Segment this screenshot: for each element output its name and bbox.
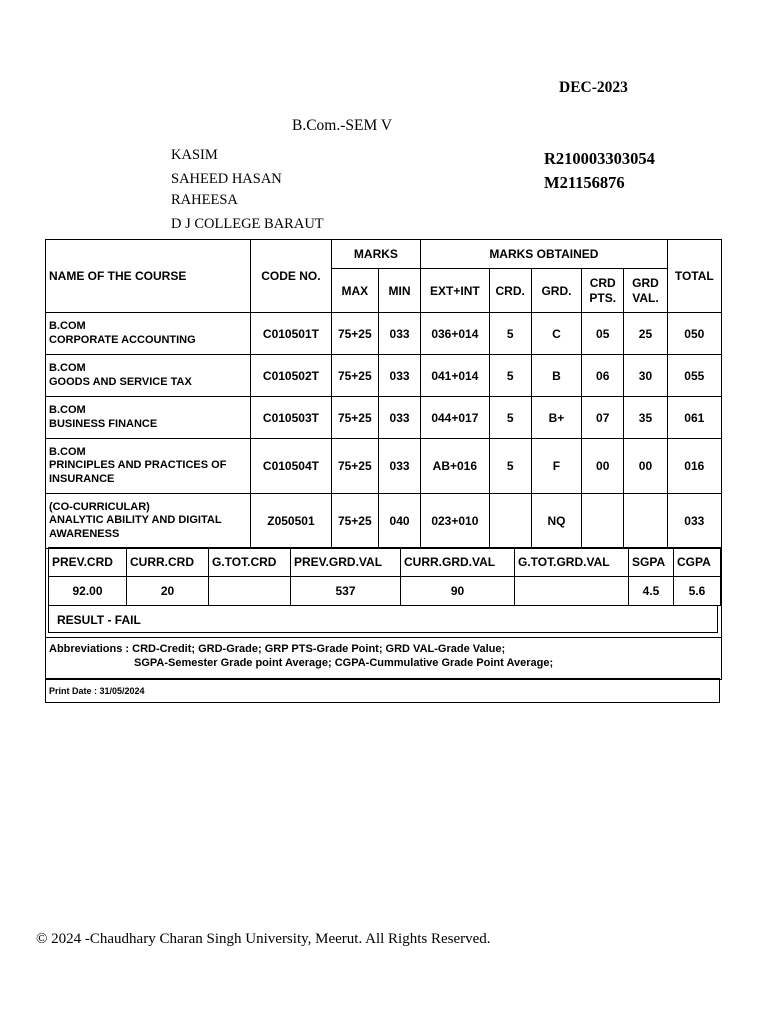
summary-header: G.TOT.CRD — [209, 548, 291, 577]
header-max: MAX — [331, 269, 378, 313]
total-marks-cell: 033 — [667, 494, 721, 549]
header-course-name: NAME OF THE COURSE — [46, 240, 251, 313]
grade-cell: C — [531, 313, 581, 355]
roll-number: R210003303054 — [544, 149, 655, 168]
table-row — [46, 355, 722, 397]
table-row — [46, 494, 722, 549]
ext-int-marks-cell: 041+014 — [421, 355, 489, 397]
max-marks-cell: 75+25 — [331, 397, 378, 439]
summary-header: G.TOT.GRD.VAL — [515, 548, 629, 577]
course-name-line: AWARENESS — [49, 527, 120, 540]
header-code-no: CODE NO. — [251, 240, 331, 313]
course-name-cell — [46, 313, 251, 355]
min-marks-cell: 040 — [378, 494, 420, 549]
header-marks: MARKS — [331, 240, 421, 269]
max-marks-cell: 75+25 — [331, 313, 378, 355]
print-date: Print Date : 31/05/2024 — [45, 678, 720, 703]
header-grd: GRD. — [531, 269, 581, 313]
course-name-cell — [46, 494, 251, 549]
grade-cell: B+ — [531, 397, 581, 439]
abbreviations-line-2: SGPA-Semester Grade point Average; CGPA-Cummulative Grade Point Average; — [134, 657, 554, 669]
credit-points-cell: 07 — [582, 397, 624, 439]
table-row — [46, 397, 722, 439]
course-code-cell: C010502T — [251, 355, 331, 397]
ext-int-marks-cell: AB+016 — [421, 439, 489, 494]
enrollment-number: M21156876 — [544, 173, 625, 192]
course-name-cell — [46, 439, 251, 494]
student-name: KASIM — [171, 147, 218, 163]
course-name-line: (CO-CURRICULAR) — [49, 500, 150, 513]
credit-cell: 5 — [489, 355, 531, 397]
course-name-line: GOODS AND SERVICE TAX — [49, 375, 192, 388]
course-name-cell — [46, 355, 251, 397]
summary-value: 4.5 — [629, 577, 674, 606]
credit-points-cell: 06 — [582, 355, 624, 397]
course-name-line: B.COM — [49, 362, 86, 374]
credit-points-cell: 05 — [582, 313, 624, 355]
father-name: SAHEED HASAN — [171, 171, 282, 187]
exam-session: DEC-2023 — [559, 79, 628, 96]
summary-header: CURR.GRD.VAL — [401, 548, 515, 577]
grade-cell: F — [531, 439, 581, 494]
summary-value: 5.6 — [674, 577, 721, 606]
results-table — [45, 239, 722, 549]
header-crd-pts: CRD PTS. — [582, 269, 624, 313]
min-marks-cell: 033 — [378, 439, 420, 494]
course-name-line: ANALYTIC ABILITY AND DIGITAL — [49, 514, 222, 527]
header-total: TOTAL — [667, 240, 721, 313]
min-marks-cell: 033 — [378, 313, 420, 355]
grade-value-cell: 35 — [624, 397, 667, 439]
summary-header: PREV.CRD — [49, 548, 127, 577]
table-row — [46, 313, 722, 355]
credit-points-cell — [582, 494, 624, 549]
ext-int-marks-cell: 023+010 — [421, 494, 489, 549]
header-grd-val: GRD VAL. — [624, 269, 667, 313]
header-min: MIN — [378, 269, 420, 313]
summary-header: SGPA — [629, 548, 674, 577]
summary-value: 537 — [291, 577, 401, 606]
course-name-line: INSURANCE — [49, 472, 115, 485]
max-marks-cell: 75+25 — [331, 494, 378, 549]
course-name-line: B.COM — [49, 445, 86, 458]
grade-value-cell — [624, 494, 667, 549]
course-code-cell: Z050501 — [251, 494, 331, 549]
course-semester: B.Com.-SEM V — [292, 117, 393, 134]
header-crd: CRD. — [489, 269, 531, 313]
abbreviations-line-1: Abbreviations : CRD-Credit; GRD-Grade; GRP PTS-Grade Point; GRD VAL-Grade Value; — [49, 643, 506, 655]
header-ext-int: EXT+INT — [421, 269, 489, 313]
min-marks-cell: 033 — [378, 355, 420, 397]
min-marks-cell: 033 — [378, 397, 420, 439]
college-name: D J COLLEGE BARAUT — [171, 216, 324, 232]
total-marks-cell: 061 — [667, 397, 721, 439]
max-marks-cell: 75+25 — [331, 355, 378, 397]
summary-value: 90 — [401, 577, 515, 606]
course-name-line: BUSINESS FINANCE — [49, 417, 158, 430]
ext-int-marks-cell: 036+014 — [421, 313, 489, 355]
grade-value-cell: 00 — [624, 439, 667, 494]
total-marks-cell: 055 — [667, 355, 721, 397]
summary-header: CGPA — [674, 548, 721, 577]
mother-name: RAHEESA — [171, 192, 238, 208]
summary-header: CURR.CRD — [127, 548, 209, 577]
credit-cell: 5 — [489, 439, 531, 494]
summary-header: PREV.GRD.VAL — [291, 548, 401, 577]
course-code-cell: C010501T — [251, 313, 331, 355]
max-marks-cell: 75+25 — [331, 439, 378, 494]
summary-value — [515, 577, 629, 606]
copyright-footer: © 2024 -Chaudhary Charan Singh University, Meerut. All Rights Reserved. — [36, 931, 491, 947]
course-name-cell — [46, 397, 251, 439]
summary-value — [209, 577, 291, 606]
summary-value: 92.00 — [49, 577, 127, 606]
header-marks-obtained: MARKS OBTAINED — [421, 240, 667, 269]
grade-cell: B — [531, 355, 581, 397]
course-name-line: B.COM — [49, 404, 86, 416]
summary-value: 20 — [127, 577, 209, 606]
total-marks-cell: 016 — [667, 439, 721, 494]
ext-int-marks-cell: 044+017 — [421, 397, 489, 439]
course-name-line: CORPORATE ACCOUNTING — [49, 333, 196, 346]
course-name-line: B.COM — [49, 320, 86, 332]
total-marks-cell: 050 — [667, 313, 721, 355]
grade-cell: NQ — [531, 494, 581, 549]
course-code-cell: C010503T — [251, 397, 331, 439]
credit-cell: 5 — [489, 313, 531, 355]
summary-panel — [45, 545, 722, 638]
summary-table — [48, 547, 721, 606]
table-row — [46, 439, 722, 494]
credit-cell — [489, 494, 531, 549]
credit-cell: 5 — [489, 397, 531, 439]
grade-value-cell: 25 — [624, 313, 667, 355]
grade-value-cell: 30 — [624, 355, 667, 397]
credit-points-cell: 00 — [582, 439, 624, 494]
abbreviations-panel — [45, 637, 722, 680]
result-status: RESULT - FAIL — [48, 605, 718, 633]
course-code-cell: C010504T — [251, 439, 331, 494]
course-name-line: PRINCIPLES AND PRACTICES OF — [49, 459, 227, 472]
